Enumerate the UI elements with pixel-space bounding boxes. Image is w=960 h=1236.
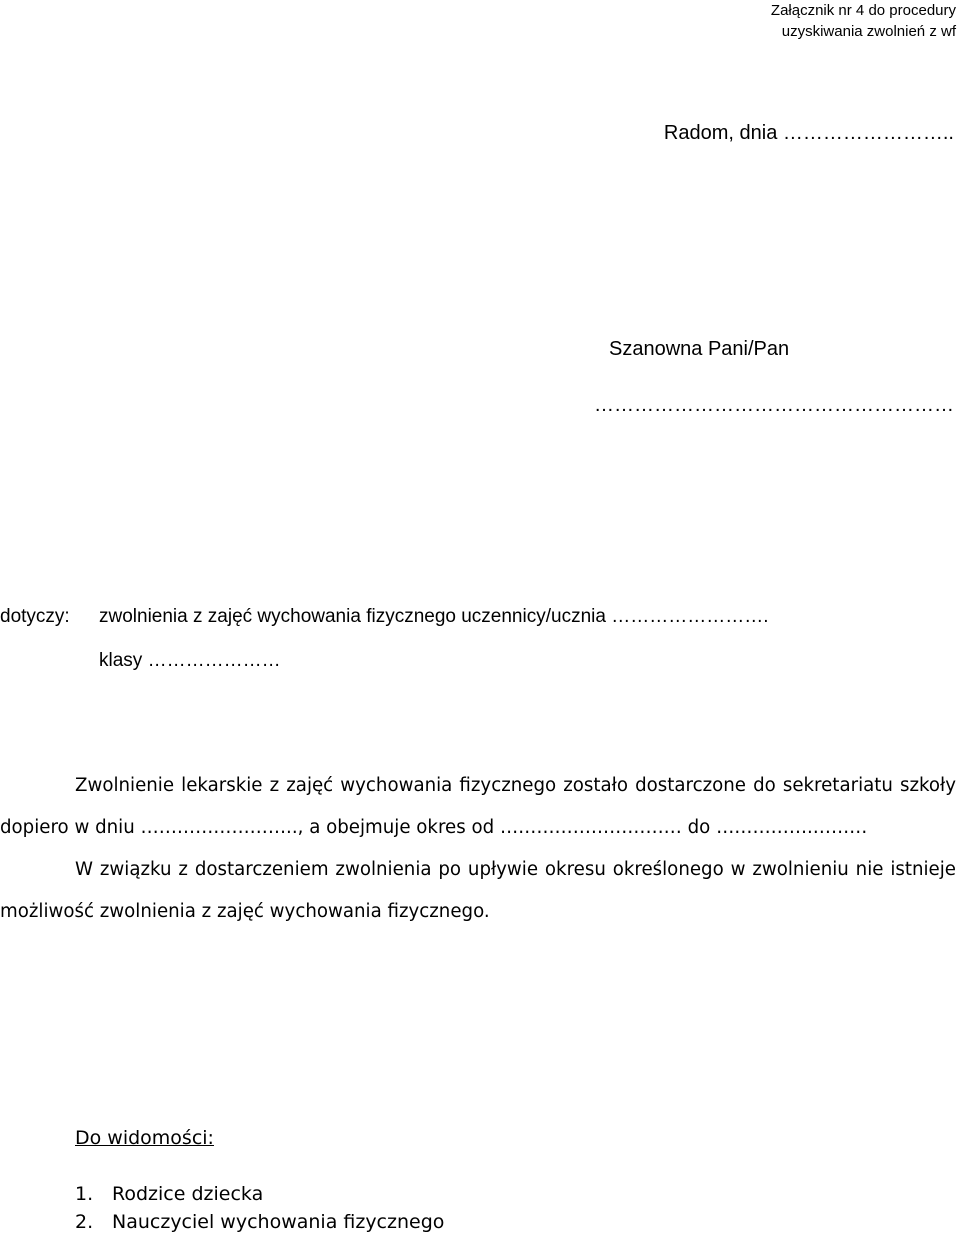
paragraph-late-submission [0,765,956,849]
cc-heading: Do widomości: [75,1127,214,1149]
submission-date-blank: …………………….. [140,817,298,838]
place-date-line: Radom, dnia …………………….. [663,122,954,144]
list-item-text: Rodzice dziecka [112,1183,264,1205]
attachment-line-1: Załącznik nr 4 do procedury [770,2,956,19]
salutation: Szanowna Pani/Pan [609,338,790,360]
subject-label: dotyczy: [0,606,70,627]
cc-list [75,1180,444,1236]
period-from-blank: ………………………… [499,817,682,838]
addressee-blank: ……………………………………………… [594,394,954,416]
list-item-text: Nauczyciel wychowania fizycznego [112,1211,445,1233]
paragraph-1-text-a: Zwolnienie lekarskie z zajęć wychowania fizycznego zostało dostarczone do sekretariatu szkoły dopiero w dniu [0,775,956,838]
paragraph-2-text: W związku z dostarczeniem zwolnienia po upływie okresu określonego w zwolnieniu nie istnieje możliwość zwolnienia z zajęć wychowania fizycznego. [0,859,956,922]
attachment-note [771,0,956,42]
class-line: klasy ………………… [99,650,281,671]
list-item-number: 2. [75,1211,94,1233]
paragraph-1-text-b: , a obejmuje okres od [297,817,500,838]
attachment-line-2: uzyskiwania zwolnień z wf [781,23,956,40]
list-item [75,1208,444,1236]
list-item-number: 1. [75,1183,94,1205]
paragraph-1-text-c: do [681,817,717,838]
paragraph-conclusion [0,849,956,933]
period-to-blank: …………….……… [716,817,868,838]
list-item [75,1180,444,1208]
subject-text: zwolnienia z zajęć wychowania fizycznego uczennicy/ucznia ……………………. [99,606,769,627]
